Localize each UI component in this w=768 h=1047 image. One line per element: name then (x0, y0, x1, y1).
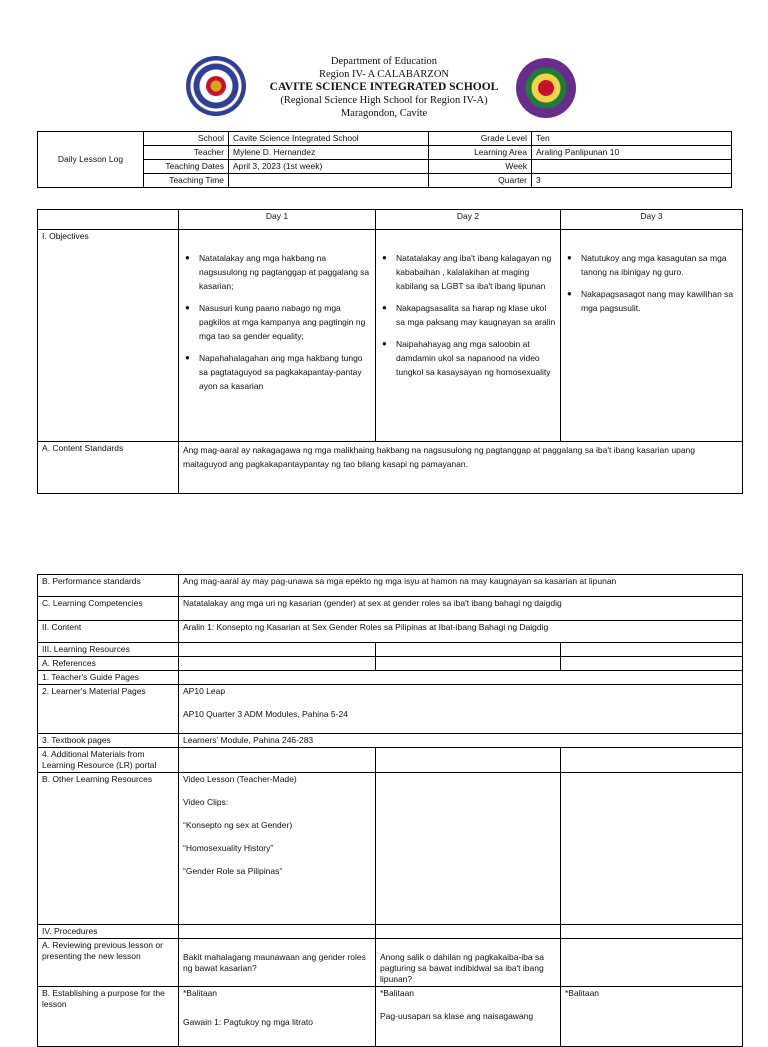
purpose-label: B. Establishing a purpose for the lesson (38, 987, 179, 1047)
procedures-label: IV. Procedures (38, 925, 179, 939)
content-label: II. Content (38, 621, 179, 643)
competencies-label: C. Learning Competencies (38, 597, 179, 621)
purpose-day3: *Balitaan (561, 987, 743, 1047)
objective-item: ● Natatalakay ang iba't ibang kalagayan ng kababaihan , kalalakihan at maging kabilang sa LGBT sa iba't ibang lipunan (396, 251, 556, 293)
objective-item: ● Nakapagsasagot nang may kawilihan sa mga pagsusulit. (581, 287, 738, 315)
objectives-day3 (561, 230, 743, 442)
other-resources-label: B. Other Learning Resources (38, 773, 179, 925)
content-text: Aralin 1: Konsepto ng Kasarian at Sex Gender Roles sa Pilipinas at Ibat-ibang Bahagi ng Daigdig (179, 621, 743, 643)
objective-item: ● Natutukoy ang mga kasagutan sa mga tanong na ibinigay ng guro. (581, 251, 738, 279)
school-value: Cavite Science Integrated School (229, 132, 429, 146)
time-label: Teaching Time (144, 174, 229, 188)
area-value: Araling Panlipunan 10 (532, 146, 732, 160)
textbook-text: Learners' Module, Pahina 246-283 (179, 734, 743, 748)
performance-label: B. Performance standards (38, 575, 179, 597)
objectives-table (37, 209, 743, 494)
dates-label: Teaching Dates (144, 160, 229, 174)
other-resources-text: Video Lesson (Teacher-Made) Video Clips: “Konsepto ng sex at Gender) “Homosexuality History” “Gender Role sa Pilipinas” (179, 773, 376, 925)
additional-materials-label: 4. Additional Materials from Learning Resource (LR) portal (38, 748, 179, 773)
objective-item: ● Naipahahayag ang mga saloobin at damdamin ukol sa napanood na video tungkol sa kasaysayan ng homosexuality (396, 337, 556, 379)
teacher-label: Teacher (144, 146, 229, 160)
purpose-day2: *Balitaan Pag-uusapan sa klase ang naisagawang (376, 987, 561, 1047)
competencies-text: Natatalakay ang mga uri ng kasarian (gender) at sex at gender roles sa iba't ibang bahagi ng daigdig (179, 597, 743, 621)
reviewing-label: A. Reviewing previous lesson or presenting the new lesson (38, 939, 179, 987)
learners-material-label: 2. Learner's Material Pages (38, 685, 179, 734)
purpose-day1: *Balitaan Gawain 1: Pagtukoy ng mga litrato (179, 987, 376, 1047)
objectives-day1 (179, 230, 376, 442)
objectives-label: I. Objectives (38, 230, 179, 442)
reviewing-day2: Anong salik o dahilan ng pagkakaiba-iba sa pagturing sa bawat indibidwal sa iba't ibang lipunan? (376, 939, 561, 987)
lesson-details-table (37, 574, 743, 1047)
header-department: Department of Education (330, 56, 438, 67)
references-label: A. References (38, 657, 179, 671)
time-value (229, 174, 429, 188)
header-region: Region IV- A CALABARZON (319, 69, 449, 80)
teacher-value: Mylene D. Hernandez (229, 146, 429, 160)
day2-header: Day 2 (376, 210, 561, 230)
grade-value: Ten (532, 132, 732, 146)
quarter-label: Quarter (429, 174, 532, 188)
textbook-label: 3. Textbook pages (38, 734, 179, 748)
info-table (37, 131, 732, 188)
header-school-name: CAVITE SCIENCE INTEGRATED SCHOOL (269, 81, 499, 93)
objectives-day2 (376, 230, 561, 442)
area-label: Learning Area (429, 146, 532, 160)
quarter-value: 3 (532, 174, 732, 188)
blank-header-cell (38, 210, 179, 230)
learning-resources-label: III. Learning Resources (38, 643, 179, 657)
teachers-guide-label: 1. Teacher's Guide Pages (38, 671, 179, 685)
reviewing-day1: Bakit mahalagang maunawaan ang gender roles ng bawat kasarian? (179, 939, 376, 987)
week-label: Week (429, 160, 532, 174)
grade-label: Grade Level (429, 132, 532, 146)
performance-text: Ang mag-aaral ay may pag-unawa sa mga epekto ng mga isyu at hamon na may kaugnayan sa kasarian at lipunan (179, 575, 743, 597)
objective-item: ● Napahahalagahan ang mga hakbang tungo sa pagtataguyod sa pagkakapantay-pantay ayon sa kasarian (199, 351, 371, 393)
content-standards-text: Ang mag-aaral ay nakagagawa ng mga malikhaing hakbang na nagsusulong ng pagtanggap at paggalang sa iba't ibang kasarian upang maitaguyod ang pagkakapantaypantay ng tao bilang kasapi ng pamayanan. (179, 442, 743, 494)
header-subtitle: (Regional Science High School for Region IV-A) (280, 95, 488, 106)
school-label: School (144, 132, 229, 146)
objective-item: ● Natatalakay ang mga hakbang na nagsusulong ng pagtanggap at paggalang sa kasarian; (199, 251, 371, 293)
daily-lesson-log-title: Daily Lesson Log (38, 132, 144, 188)
day1-header: Day 1 (179, 210, 376, 230)
day3-header: Day 3 (561, 210, 743, 230)
content-standards-label: A. Content Standards (38, 442, 179, 494)
objective-item: ● Nakapagsasalita sa harap ng klase ukol sa mga paksang may kaugnayan sa aralin (396, 301, 556, 329)
header-location: Maragondon, Cavite (340, 108, 428, 119)
learners-material-text: AP10 Leap AP10 Quarter 3 ADM Modules, Pahina 5-24 (179, 685, 743, 734)
week-value (532, 160, 732, 174)
dates-value: April 3, 2023 (1st week) (229, 160, 429, 174)
objective-item: ● Nasusuri kung paano nabago ng mga pagkilos at mga kampanya ang pagtingin ng mga tao sa gender equality; (199, 301, 371, 343)
